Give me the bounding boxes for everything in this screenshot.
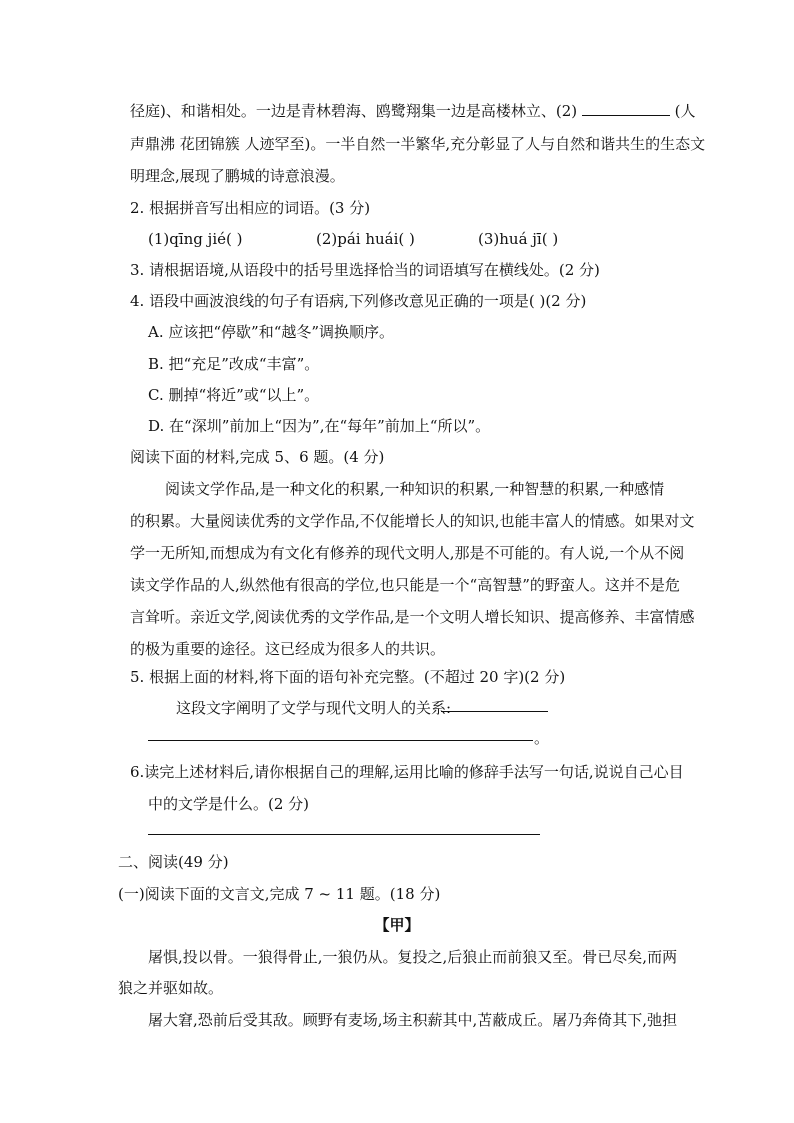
blank-2[interactable]: [582, 101, 670, 116]
classical-line: 屠惧,投以骨。一狼得骨止,一狼仍从。复投之,后狼止而前狼又至。骨已尽矣,而两: [148, 948, 678, 966]
jia-title: 【甲】: [374, 916, 420, 934]
subsection-1-heading: (一)阅读下面的文言文,完成 7 ~ 11 题。(18 分): [118, 885, 441, 903]
intro-line-2: 声鼎沸 花团锦簇 人迹罕至)。一半自然一半繁华,充分彰显了人与自然和谐共生的生态文: [130, 135, 706, 153]
classical-line: 狼之并驱如故。: [118, 979, 224, 997]
pinyin-item-1: (1)qīng jié( ): [148, 230, 243, 248]
intro-line-3: 明理念,展现了鹏城的诗意浪漫。: [130, 167, 345, 185]
answer-line-5b[interactable]: [148, 740, 533, 741]
question-6-stem: 6.读完上述材料后,请你根据自己的理解,运用比喻的修辞手法写一句话,说说自己心目: [130, 763, 684, 781]
question-6-stem-cont: 中的文学是什么。(2 分): [148, 795, 310, 813]
passage-line: 学一无所知,而想成为有文化有修养的现代文明人,那是不可能的。有人说,一个从不阅: [130, 544, 685, 562]
question-4-stem: 4. 语段中画波浪线的句子有语病,下列修改意见正确的一项是( )(2 分): [130, 292, 587, 310]
question-5-stem: 5. 根据上面的材料,将下面的语句补充完整。(不超过 20 字)(2 分): [130, 668, 566, 686]
question-5-prompt: 这段文字阐明了文学与现代文明人的关系:: [176, 699, 452, 717]
passage-line: 言耸听。亲近文学,阅读优秀的文学作品,是一个文明人增长知识、提高修养、丰富情感: [130, 608, 695, 626]
option-a: A. 应该把“停歇”和“越冬”调换顺序。: [148, 323, 395, 341]
reading-intro: 阅读下面的材料,完成 5、6 题。(4 分): [130, 448, 385, 466]
intro-line-1: 径庭)、和谐相处。一边是青林碧海、鸥鹭翔集一边是高楼林立、(2) (人: [130, 102, 696, 120]
passage-line: 的极为重要的途径。这已经成为很多人的共识。: [130, 640, 446, 658]
passage-line: 读文学作品的人,纵然他有很高的学位,也只能是一个“高智慧”的野蛮人。这并不是危: [130, 576, 680, 594]
passage-line: 阅读文学作品,是一种文化的积累,一种知识的积累,一种智慧的积累,一种感情: [165, 480, 665, 498]
classical-line: 屠大窘,恐前后受其敌。顾野有麦场,场主积薪其中,苫蔽成丘。屠乃奔倚其下,弛担: [148, 1011, 678, 1029]
option-b: B. 把“充足”改成“丰富”。: [148, 355, 320, 373]
question-3-stem: 3. 请根据语境,从语段中的括号里选择恰当的词语填写在横线处。(2 分): [130, 261, 600, 279]
pinyin-item-3: (3)huá jī( ): [478, 230, 559, 248]
question-2-items: [148, 229, 558, 249]
question-2-stem: 2. 根据拼音写出相应的词语。(3 分): [130, 199, 371, 217]
option-d: D. 在“深圳”前加上“因为”,在“每年”前加上“所以”。: [148, 417, 491, 435]
passage-line: 的积累。大量阅读优秀的文学作品,不仅能增长人的知识,也能丰富人的情感。如果对文: [130, 512, 695, 530]
section-2-heading: 二、阅读(49 分): [118, 853, 229, 871]
answer-5-end: 。: [534, 729, 550, 747]
answer-line-6[interactable]: [148, 834, 540, 835]
pinyin-item-2: (2)pái huái( ): [316, 230, 415, 248]
option-c: C. 删掉“将近”或“以上”。: [148, 386, 320, 404]
answer-line-5a[interactable]: [441, 711, 548, 712]
